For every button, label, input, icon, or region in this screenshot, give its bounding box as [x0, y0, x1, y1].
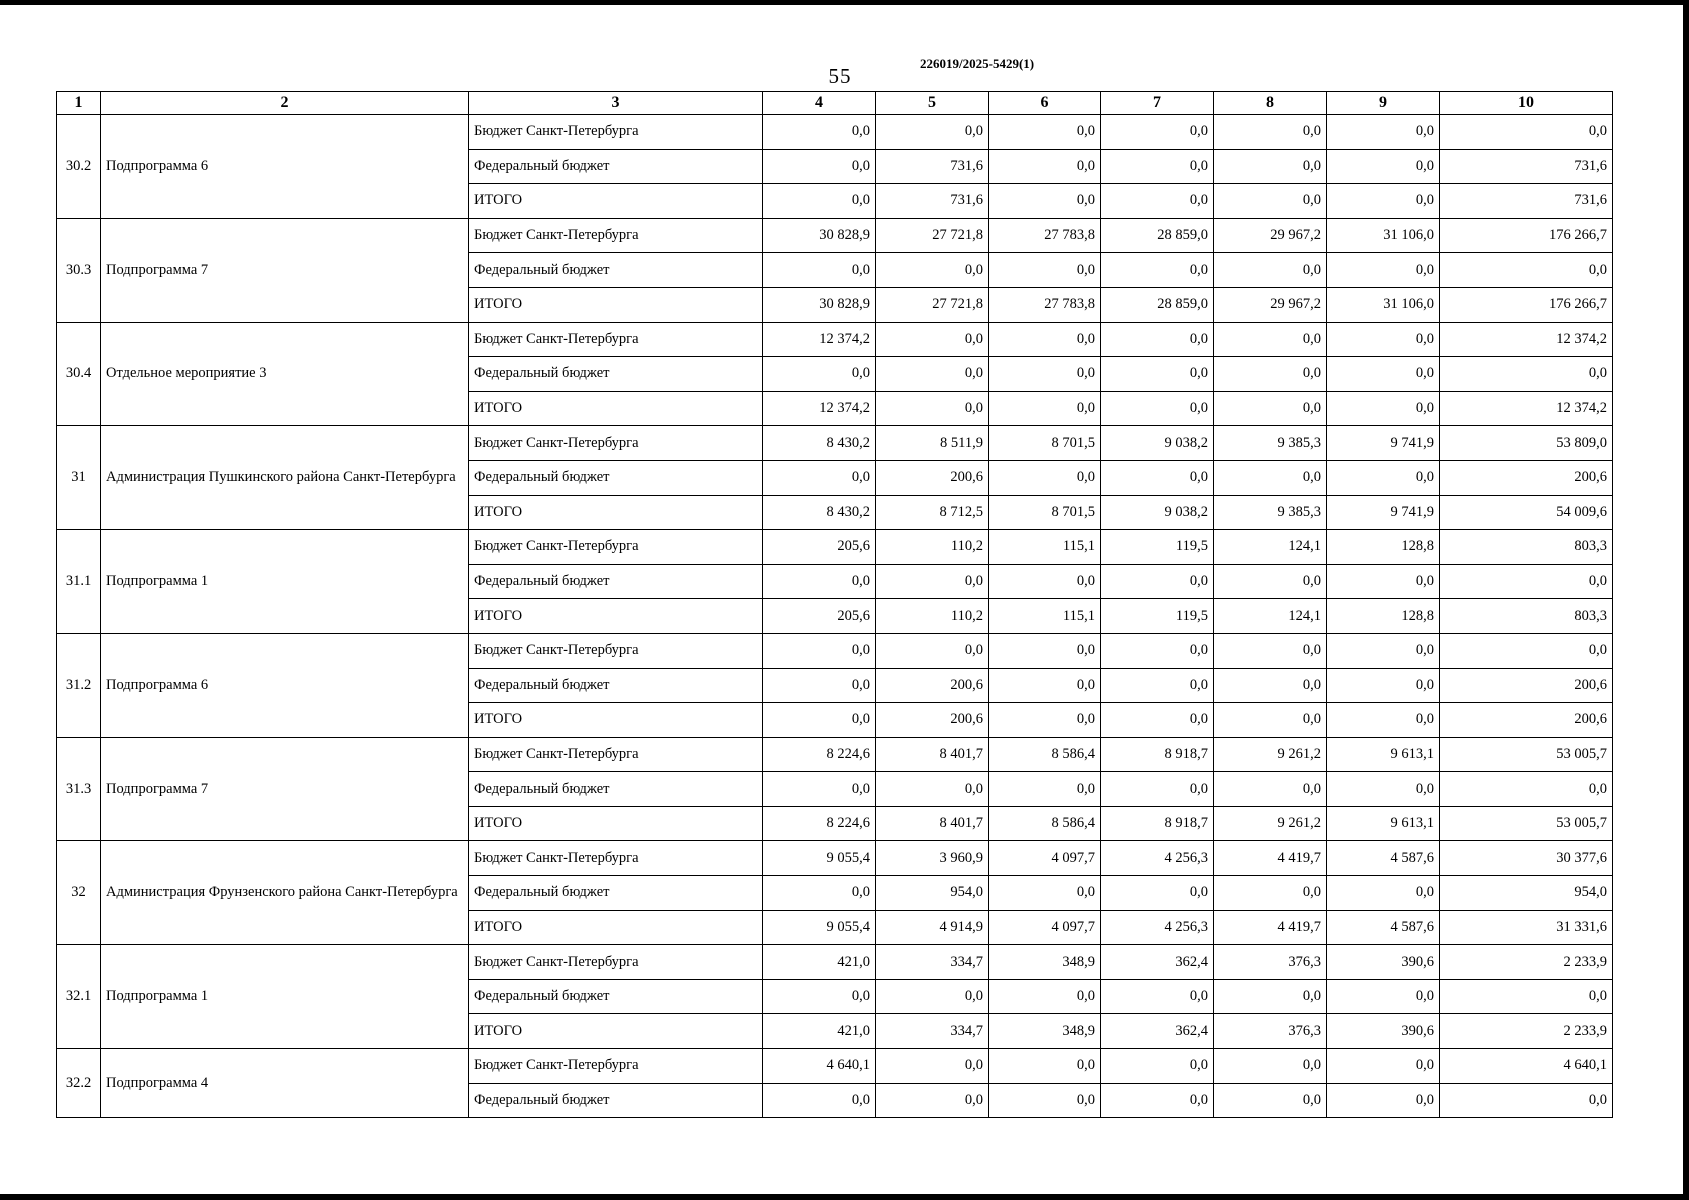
funding-source: ИТОГО: [469, 391, 763, 426]
value-cell: 176 266,7: [1440, 287, 1613, 322]
value-cell: 0,0: [1327, 149, 1440, 184]
column-header: 8: [1214, 92, 1327, 115]
value-cell: 0,0: [876, 633, 989, 668]
value-cell: 0,0: [1327, 253, 1440, 288]
funding-source: ИТОГО: [469, 287, 763, 322]
value-cell: 54 009,6: [1440, 495, 1613, 530]
value-cell: 0,0: [1214, 668, 1327, 703]
value-cell: 200,6: [1440, 668, 1613, 703]
value-cell: 0,0: [1214, 357, 1327, 392]
value-cell: 53 005,7: [1440, 737, 1613, 772]
value-cell: 9 741,9: [1327, 495, 1440, 530]
value-cell: 8 918,7: [1101, 806, 1214, 841]
funding-source: Федеральный бюджет: [469, 564, 763, 599]
value-cell: 124,1: [1214, 530, 1327, 565]
value-cell: 0,0: [1101, 564, 1214, 599]
value-cell: 31 106,0: [1327, 287, 1440, 322]
value-cell: 0,0: [989, 253, 1101, 288]
value-cell: 334,7: [876, 1014, 989, 1049]
program-name: Администрация Пушкинского района Санкт-Петербурга: [101, 426, 469, 530]
value-cell: 31 106,0: [1327, 218, 1440, 253]
row-index: 30.4: [57, 322, 101, 426]
row-index: 30.3: [57, 218, 101, 322]
value-cell: 30 828,9: [763, 218, 876, 253]
value-cell: 0,0: [763, 668, 876, 703]
value-cell: 0,0: [1327, 322, 1440, 357]
table-body: [57, 115, 1613, 1118]
value-cell: 200,6: [1440, 703, 1613, 738]
value-cell: 0,0: [1327, 772, 1440, 807]
value-cell: 53 005,7: [1440, 806, 1613, 841]
value-cell: 0,0: [1101, 357, 1214, 392]
value-cell: 9 038,2: [1101, 426, 1214, 461]
value-cell: 0,0: [989, 876, 1101, 911]
value-cell: 0,0: [1327, 564, 1440, 599]
value-cell: 0,0: [763, 633, 876, 668]
value-cell: 0,0: [1214, 633, 1327, 668]
value-cell: 12 374,2: [1440, 322, 1613, 357]
program-name: Администрация Фрунзенского района Санкт-Петербурга: [101, 841, 469, 945]
value-cell: 124,1: [1214, 599, 1327, 634]
value-cell: 200,6: [876, 668, 989, 703]
value-cell: 9 613,1: [1327, 806, 1440, 841]
value-cell: 4 587,6: [1327, 841, 1440, 876]
program-name: Подпрограмма 1: [101, 530, 469, 634]
row-index: 31.2: [57, 633, 101, 737]
value-cell: 0,0: [763, 564, 876, 599]
value-cell: 0,0: [876, 772, 989, 807]
value-cell: 0,0: [1327, 391, 1440, 426]
value-cell: 9 261,2: [1214, 806, 1327, 841]
value-cell: 0,0: [1101, 703, 1214, 738]
funding-source: Федеральный бюджет: [469, 668, 763, 703]
value-cell: 0,0: [763, 1083, 876, 1118]
table-row: [57, 633, 1613, 668]
row-index: 32.1: [57, 945, 101, 1049]
value-cell: 0,0: [876, 564, 989, 599]
value-cell: 0,0: [876, 391, 989, 426]
value-cell: 0,0: [1101, 1049, 1214, 1084]
program-name: Подпрограмма 1: [101, 945, 469, 1049]
value-cell: 0,0: [1327, 876, 1440, 911]
funding-source: Бюджет Санкт-Петербурга: [469, 530, 763, 565]
value-cell: 954,0: [1440, 876, 1613, 911]
value-cell: 0,0: [1327, 115, 1440, 150]
table-row: [57, 115, 1613, 150]
funding-source: Бюджет Санкт-Петербурга: [469, 426, 763, 461]
value-cell: 4 256,3: [1101, 910, 1214, 945]
funding-source: Федеральный бюджет: [469, 357, 763, 392]
funding-source: Бюджет Санкт-Петербурга: [469, 322, 763, 357]
value-cell: 362,4: [1101, 1014, 1214, 1049]
column-header: 10: [1440, 92, 1613, 115]
value-cell: 0,0: [1101, 668, 1214, 703]
value-cell: 0,0: [1101, 460, 1214, 495]
value-cell: 0,0: [763, 979, 876, 1014]
document-code: 226019/2025-5429(1): [920, 56, 1035, 71]
value-cell: 0,0: [1214, 149, 1327, 184]
value-cell: 119,5: [1101, 599, 1214, 634]
program-name: Отдельное мероприятие 3: [101, 322, 469, 426]
value-cell: 8 224,6: [763, 806, 876, 841]
value-cell: 0,0: [1327, 1049, 1440, 1084]
value-cell: 9 385,3: [1214, 495, 1327, 530]
value-cell: 334,7: [876, 945, 989, 980]
value-cell: 8 586,4: [989, 737, 1101, 772]
column-header: 7: [1101, 92, 1214, 115]
column-header: 9: [1327, 92, 1440, 115]
value-cell: 205,6: [763, 530, 876, 565]
value-cell: 0,0: [989, 115, 1101, 150]
funding-source: ИТОГО: [469, 495, 763, 530]
value-cell: 0,0: [1440, 357, 1613, 392]
value-cell: 119,5: [1101, 530, 1214, 565]
value-cell: 9 038,2: [1101, 495, 1214, 530]
value-cell: 4 256,3: [1101, 841, 1214, 876]
value-cell: 0,0: [876, 979, 989, 1014]
value-cell: 0,0: [1327, 668, 1440, 703]
row-index: 32: [57, 841, 101, 945]
program-name: Подпрограмма 6: [101, 633, 469, 737]
value-cell: 9 055,4: [763, 910, 876, 945]
budget-table: [56, 91, 1613, 1118]
value-cell: 0,0: [989, 564, 1101, 599]
value-cell: 0,0: [1101, 876, 1214, 911]
value-cell: 421,0: [763, 1014, 876, 1049]
value-cell: 9 741,9: [1327, 426, 1440, 461]
value-cell: 8 701,5: [989, 426, 1101, 461]
value-cell: 0,0: [1214, 703, 1327, 738]
value-cell: 8 918,7: [1101, 737, 1214, 772]
table-row: [57, 530, 1613, 565]
value-cell: 4 097,7: [989, 910, 1101, 945]
value-cell: 0,0: [1440, 115, 1613, 150]
value-cell: 29 967,2: [1214, 218, 1327, 253]
funding-source: Федеральный бюджет: [469, 979, 763, 1014]
value-cell: 803,3: [1440, 599, 1613, 634]
value-cell: 348,9: [989, 945, 1101, 980]
value-cell: 0,0: [1101, 184, 1214, 219]
value-cell: 0,0: [876, 322, 989, 357]
value-cell: 8 701,5: [989, 495, 1101, 530]
value-cell: 29 967,2: [1214, 287, 1327, 322]
value-cell: 376,3: [1214, 945, 1327, 980]
value-cell: 8 511,9: [876, 426, 989, 461]
value-cell: 803,3: [1440, 530, 1613, 565]
value-cell: 954,0: [876, 876, 989, 911]
value-cell: 200,6: [1440, 460, 1613, 495]
value-cell: 0,0: [1214, 772, 1327, 807]
column-header: 1: [57, 92, 101, 115]
funding-source: Федеральный бюджет: [469, 149, 763, 184]
value-cell: 362,4: [1101, 945, 1214, 980]
value-cell: 0,0: [989, 703, 1101, 738]
value-cell: 0,0: [763, 357, 876, 392]
value-cell: 0,0: [1214, 253, 1327, 288]
value-cell: 30 828,9: [763, 287, 876, 322]
value-cell: 0,0: [989, 322, 1101, 357]
funding-source: Бюджет Санкт-Петербурга: [469, 218, 763, 253]
value-cell: 2 233,9: [1440, 945, 1613, 980]
program-name: Подпрограмма 6: [101, 115, 469, 219]
value-cell: 4 419,7: [1214, 910, 1327, 945]
value-cell: 12 374,2: [763, 322, 876, 357]
value-cell: 731,6: [1440, 184, 1613, 219]
value-cell: 0,0: [989, 1083, 1101, 1118]
value-cell: 0,0: [876, 253, 989, 288]
value-cell: 30 377,6: [1440, 841, 1613, 876]
table-row: [57, 945, 1613, 980]
value-cell: 390,6: [1327, 945, 1440, 980]
table-row: [57, 218, 1613, 253]
value-cell: 0,0: [1101, 253, 1214, 288]
value-cell: 176 266,7: [1440, 218, 1613, 253]
funding-source: ИТОГО: [469, 184, 763, 219]
table-row: [57, 322, 1613, 357]
value-cell: 28 859,0: [1101, 218, 1214, 253]
value-cell: 376,3: [1214, 1014, 1327, 1049]
column-header: 2: [101, 92, 469, 115]
value-cell: 0,0: [1327, 633, 1440, 668]
funding-source: Федеральный бюджет: [469, 460, 763, 495]
value-cell: 128,8: [1327, 530, 1440, 565]
value-cell: 9 613,1: [1327, 737, 1440, 772]
value-cell: 0,0: [989, 772, 1101, 807]
value-cell: 0,0: [1214, 322, 1327, 357]
funding-source: Федеральный бюджет: [469, 253, 763, 288]
funding-source: Федеральный бюджет: [469, 772, 763, 807]
table-row: [57, 841, 1613, 876]
value-cell: 2 233,9: [1440, 1014, 1613, 1049]
value-cell: 0,0: [1101, 979, 1214, 1014]
value-cell: 0,0: [1327, 979, 1440, 1014]
value-cell: 8 430,2: [763, 426, 876, 461]
value-cell: 0,0: [1101, 322, 1214, 357]
funding-source: Бюджет Санкт-Петербурга: [469, 1049, 763, 1084]
column-header: 5: [876, 92, 989, 115]
value-cell: 115,1: [989, 599, 1101, 634]
value-cell: 0,0: [1214, 184, 1327, 219]
page-number: 55: [828, 64, 852, 88]
funding-source: ИТОГО: [469, 703, 763, 738]
value-cell: 0,0: [1327, 460, 1440, 495]
value-cell: 12 374,2: [1440, 391, 1613, 426]
value-cell: 200,6: [876, 703, 989, 738]
value-cell: 110,2: [876, 530, 989, 565]
value-cell: 0,0: [989, 184, 1101, 219]
value-cell: 0,0: [876, 1083, 989, 1118]
value-cell: 4 587,6: [1327, 910, 1440, 945]
value-cell: 0,0: [1327, 357, 1440, 392]
value-cell: 0,0: [1440, 1083, 1613, 1118]
value-cell: 4 419,7: [1214, 841, 1327, 876]
scan-frame-top: [0, 0, 1689, 5]
program-name: Подпрограмма 4: [101, 1049, 469, 1118]
value-cell: 8 712,5: [876, 495, 989, 530]
funding-source: ИТОГО: [469, 599, 763, 634]
value-cell: 0,0: [1214, 564, 1327, 599]
value-cell: 390,6: [1327, 1014, 1440, 1049]
column-header: 6: [989, 92, 1101, 115]
value-cell: 731,6: [1440, 149, 1613, 184]
value-cell: 0,0: [1101, 391, 1214, 426]
row-index: 31.1: [57, 530, 101, 634]
value-cell: 0,0: [1214, 1049, 1327, 1084]
value-cell: 0,0: [989, 149, 1101, 184]
value-cell: 8 224,6: [763, 737, 876, 772]
value-cell: 0,0: [1214, 115, 1327, 150]
funding-source: Бюджет Санкт-Петербурга: [469, 737, 763, 772]
value-cell: 4 640,1: [763, 1049, 876, 1084]
value-cell: 0,0: [989, 633, 1101, 668]
value-cell: 0,0: [763, 253, 876, 288]
value-cell: 0,0: [1440, 633, 1613, 668]
value-cell: 0,0: [763, 149, 876, 184]
value-cell: 0,0: [876, 357, 989, 392]
column-header: 3: [469, 92, 763, 115]
value-cell: 0,0: [763, 460, 876, 495]
funding-source: Федеральный бюджет: [469, 1083, 763, 1118]
value-cell: 0,0: [1101, 115, 1214, 150]
value-cell: 0,0: [763, 772, 876, 807]
value-cell: 0,0: [1327, 1083, 1440, 1118]
value-cell: 9 385,3: [1214, 426, 1327, 461]
funding-source: Федеральный бюджет: [469, 876, 763, 911]
value-cell: 128,8: [1327, 599, 1440, 634]
funding-source: Бюджет Санкт-Петербурга: [469, 633, 763, 668]
table-row: [57, 737, 1613, 772]
value-cell: 8 430,2: [763, 495, 876, 530]
value-cell: 28 859,0: [1101, 287, 1214, 322]
value-cell: 0,0: [1214, 979, 1327, 1014]
value-cell: 0,0: [1101, 149, 1214, 184]
value-cell: 27 721,8: [876, 287, 989, 322]
value-cell: 0,0: [989, 1049, 1101, 1084]
program-name: Подпрограмма 7: [101, 218, 469, 322]
value-cell: 0,0: [763, 876, 876, 911]
value-cell: 4 914,9: [876, 910, 989, 945]
value-cell: 0,0: [1214, 391, 1327, 426]
row-index: 30.2: [57, 115, 101, 219]
value-cell: 731,6: [876, 184, 989, 219]
value-cell: 27 783,8: [989, 287, 1101, 322]
value-cell: 27 721,8: [876, 218, 989, 253]
column-header-row: [57, 92, 1613, 115]
value-cell: 9 261,2: [1214, 737, 1327, 772]
value-cell: 27 783,8: [989, 218, 1101, 253]
value-cell: 0,0: [1101, 772, 1214, 807]
value-cell: 53 809,0: [1440, 426, 1613, 461]
table-row: [57, 426, 1613, 461]
value-cell: 205,6: [763, 599, 876, 634]
value-cell: 115,1: [989, 530, 1101, 565]
value-cell: 8 586,4: [989, 806, 1101, 841]
value-cell: 0,0: [1101, 633, 1214, 668]
value-cell: 0,0: [763, 115, 876, 150]
value-cell: 0,0: [1440, 979, 1613, 1014]
value-cell: 0,0: [1101, 1083, 1214, 1118]
value-cell: 110,2: [876, 599, 989, 634]
value-cell: 0,0: [1440, 253, 1613, 288]
value-cell: 0,0: [763, 184, 876, 219]
table-row: [57, 1049, 1613, 1084]
value-cell: 0,0: [876, 115, 989, 150]
value-cell: 3 960,9: [876, 841, 989, 876]
value-cell: 4 640,1: [1440, 1049, 1613, 1084]
column-header: 4: [763, 92, 876, 115]
program-name: Подпрограмма 7: [101, 737, 469, 841]
funding-source: ИТОГО: [469, 806, 763, 841]
funding-source: ИТОГО: [469, 1014, 763, 1049]
row-index: 32.2: [57, 1049, 101, 1118]
value-cell: 0,0: [763, 703, 876, 738]
value-cell: 348,9: [989, 1014, 1101, 1049]
value-cell: 0,0: [1440, 772, 1613, 807]
value-cell: 200,6: [876, 460, 989, 495]
value-cell: 0,0: [1214, 460, 1327, 495]
value-cell: 0,0: [989, 979, 1101, 1014]
row-index: 31.3: [57, 737, 101, 841]
value-cell: 0,0: [1440, 564, 1613, 599]
value-cell: 0,0: [1327, 184, 1440, 219]
value-cell: 8 401,7: [876, 737, 989, 772]
value-cell: 8 401,7: [876, 806, 989, 841]
funding-source: Бюджет Санкт-Петербурга: [469, 841, 763, 876]
value-cell: 31 331,6: [1440, 910, 1613, 945]
scan-frame-bottom: [0, 1194, 1689, 1200]
value-cell: 0,0: [1214, 876, 1327, 911]
value-cell: 0,0: [989, 668, 1101, 703]
scan-frame-right: [1683, 0, 1689, 1200]
funding-source: Бюджет Санкт-Петербурга: [469, 115, 763, 150]
value-cell: 12 374,2: [763, 391, 876, 426]
value-cell: 4 097,7: [989, 841, 1101, 876]
row-index: 31: [57, 426, 101, 530]
value-cell: 421,0: [763, 945, 876, 980]
funding-source: Бюджет Санкт-Петербурга: [469, 945, 763, 980]
funding-source: ИТОГО: [469, 910, 763, 945]
value-cell: 0,0: [989, 460, 1101, 495]
value-cell: 9 055,4: [763, 841, 876, 876]
value-cell: 731,6: [876, 149, 989, 184]
value-cell: 0,0: [1214, 1083, 1327, 1118]
value-cell: 0,0: [1327, 703, 1440, 738]
value-cell: 0,0: [989, 391, 1101, 426]
value-cell: 0,0: [989, 357, 1101, 392]
value-cell: 0,0: [876, 1049, 989, 1084]
